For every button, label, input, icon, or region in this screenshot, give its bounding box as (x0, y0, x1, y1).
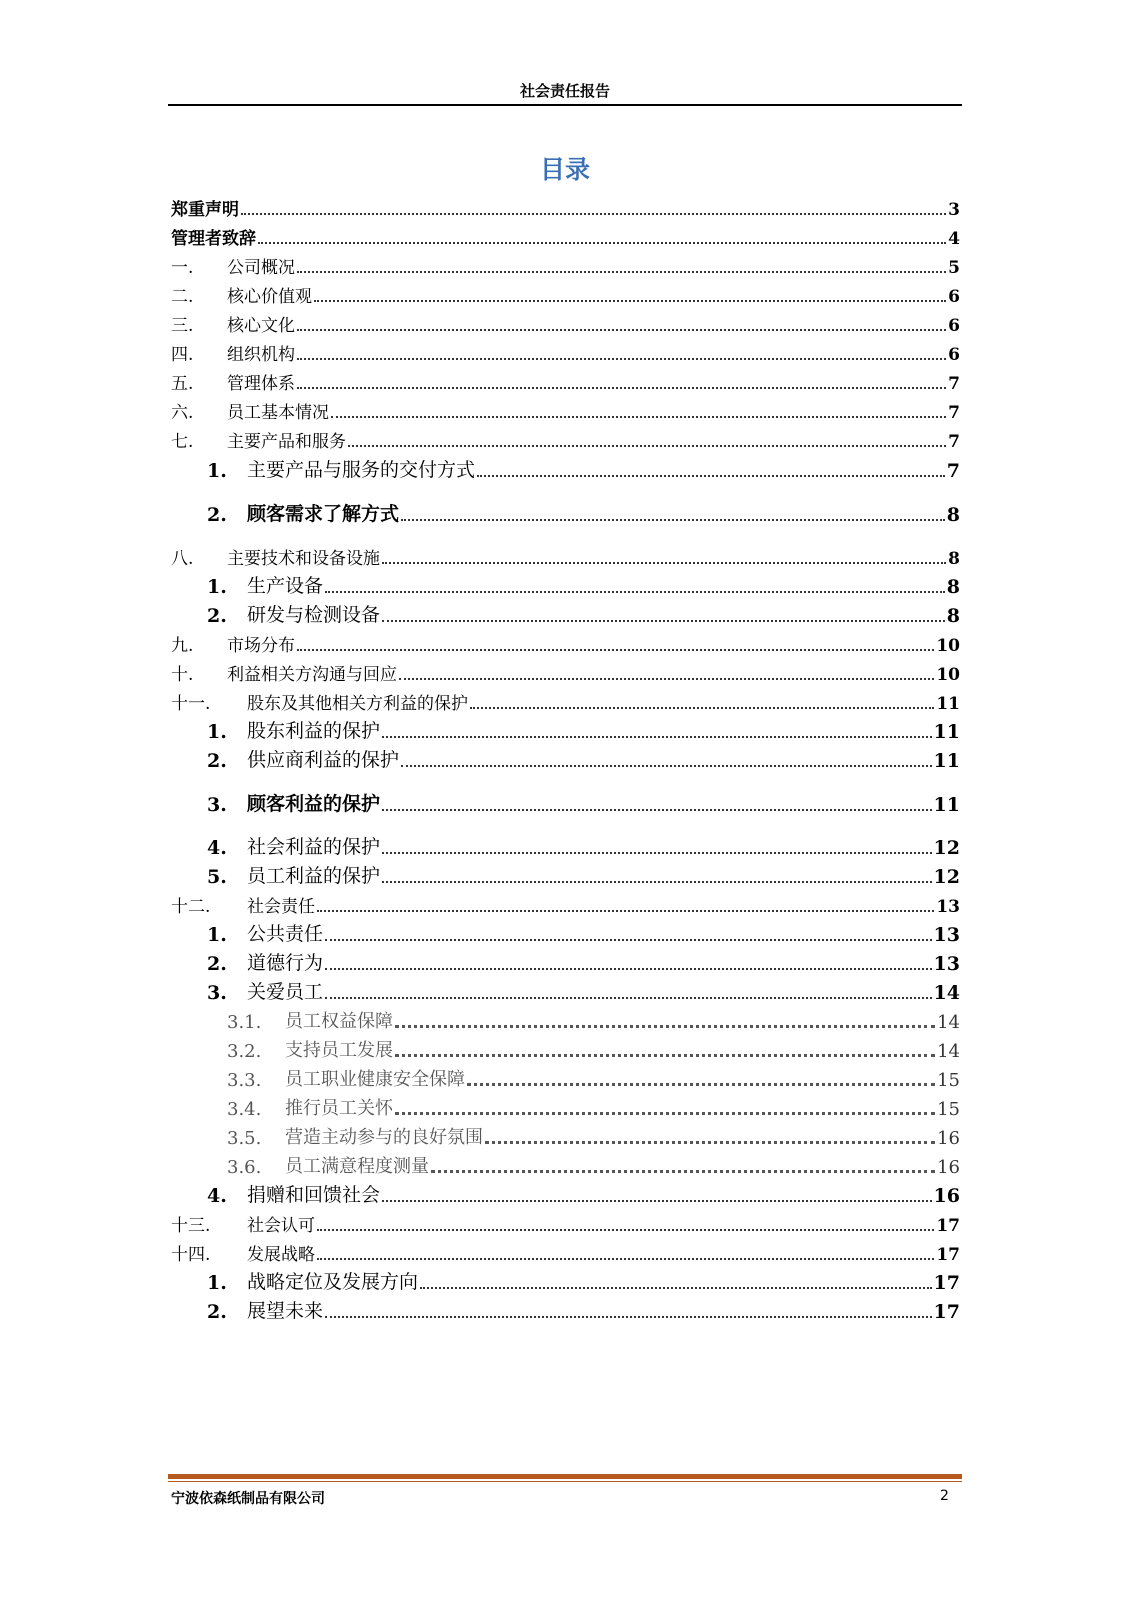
toc-dot-leader (348, 444, 946, 447)
toc-dot-leader (382, 851, 932, 854)
toc-entry-label: 管理体系 (227, 374, 295, 394)
toc-entry-page: 5 (948, 258, 960, 278)
toc-entry-number: 六. (171, 403, 194, 423)
toc-entry[interactable] (207, 792, 960, 816)
toc-entry-page: 7 (948, 374, 960, 394)
toc-entry-label: 股东及其他相关方利益的保护 (247, 694, 468, 714)
toc-entry[interactable] (207, 835, 960, 859)
toc-dot-leader (331, 415, 946, 418)
toc-entry-page: 4 (948, 229, 960, 249)
toc-entry-label: 关爱员工 (247, 981, 324, 1003)
toc-entry-label: 员工满意程度测量 (285, 1156, 429, 1177)
toc-dot-leader (420, 1286, 932, 1289)
toc-entry-label: 主要产品和服务 (227, 432, 346, 452)
toc-dot-leader (382, 735, 932, 738)
toc-entry[interactable] (171, 312, 960, 336)
toc-entry-label: 顾客需求了解方式 (247, 503, 400, 525)
toc-dot-leader (325, 967, 932, 970)
toc-entry-page: 6 (948, 345, 960, 365)
toc-dot-leader (241, 212, 946, 215)
toc-entry-label: 供应商利益的保护 (247, 749, 400, 771)
toc-entry-number: 1. (207, 721, 227, 743)
toc-entry[interactable] (171, 1212, 960, 1236)
toc-entry-page: 11 (933, 794, 960, 816)
toc-dot-leader (399, 677, 934, 680)
toc-dot-leader (325, 1315, 932, 1318)
toc-dot-leader (258, 241, 946, 244)
toc-entry-page: 13 (933, 953, 960, 975)
toc-entry[interactable] (227, 1067, 960, 1091)
toc-entry-page: 11 (933, 721, 960, 743)
toc-title: 目录 (539, 155, 590, 184)
toc-entry-number: 一. (171, 258, 194, 278)
toc-entry-page: 8 (946, 605, 960, 627)
toc-entry[interactable] (227, 1009, 960, 1033)
toc-entry-number: 3.6. (227, 1157, 262, 1178)
toc-entry[interactable] (207, 951, 960, 975)
toc-entry-page: 13 (936, 897, 960, 917)
toc-dot-leader (395, 1053, 935, 1057)
toc-entry-page: 8 (946, 504, 960, 526)
toc-entry-label: 员工职业健康安全保障 (285, 1069, 465, 1090)
toc-entry-number: 十三. (171, 1216, 211, 1236)
toc-entry-page: 17 (933, 1301, 960, 1323)
toc-dot-leader (382, 619, 945, 622)
toc-entry[interactable] (227, 1096, 960, 1120)
toc-entry-number: 七. (171, 432, 194, 452)
toc-entry-page: 15 (937, 1099, 960, 1120)
toc-entry-page: 17 (936, 1245, 960, 1265)
toc-entry-label: 公司概况 (227, 258, 295, 278)
toc-entry-number: 4. (207, 837, 227, 859)
toc-entry[interactable] (207, 719, 960, 743)
footer-divider-thick (168, 1474, 962, 1479)
toc-entry-number: 3. (207, 794, 227, 816)
toc-entry-page: 12 (933, 866, 960, 888)
toc-entry-page: 14 (933, 982, 960, 1004)
toc-entry[interactable] (171, 1241, 960, 1265)
toc-entry-label: 郑重声明 (171, 200, 239, 220)
toc-dot-leader (297, 648, 934, 651)
footer-page-number: 2 (940, 1488, 949, 1504)
toc-dot-leader (382, 561, 946, 564)
toc-entry-page: 10 (936, 636, 960, 656)
toc-entry-page: 13 (933, 924, 960, 946)
toc-dot-leader (317, 1257, 934, 1260)
toc-dot-leader (382, 1199, 932, 1202)
toc-entry-number: 1. (207, 1272, 227, 1294)
toc-entry-label: 研发与检测设备 (247, 604, 381, 626)
toc-entry-label: 社会责任 (247, 897, 315, 917)
toc-entry-label: 员工基本情况 (227, 403, 329, 423)
toc-entry-number: 2. (207, 750, 227, 772)
toc-entry-label: 营造主动参与的良好氛围 (285, 1127, 483, 1148)
toc-entry-label: 利益相关方沟通与回应 (227, 665, 397, 685)
toc-entry[interactable] (207, 922, 960, 946)
footer-divider-thin (168, 1481, 962, 1482)
toc-entry-page: 11 (933, 750, 960, 772)
toc-dot-leader (467, 1082, 935, 1086)
toc-dot-leader (382, 880, 932, 883)
toc-entry-label: 推行员工关怀 (285, 1098, 393, 1119)
toc-entry-number: 3.2. (227, 1041, 262, 1062)
toc-entry[interactable] (171, 196, 960, 220)
toc-entry-page: 17 (933, 1272, 960, 1294)
toc-entry-label: 社会认可 (247, 1216, 315, 1236)
toc-entry-number: 2. (207, 1301, 227, 1323)
toc-entry-label: 生产设备 (247, 575, 324, 597)
toc-entry-number: 3.4. (227, 1099, 262, 1120)
toc-entry[interactable] (171, 254, 960, 278)
toc-entry-label: 核心文化 (227, 316, 295, 336)
toc-dot-leader (395, 1111, 935, 1115)
toc-entry-label: 市场分布 (227, 636, 295, 656)
toc-entry-label: 道德行为 (247, 952, 324, 974)
toc-dot-leader (297, 386, 946, 389)
toc-dot-leader (317, 1228, 934, 1231)
toc-entry-number: 十. (171, 665, 194, 685)
toc-entry[interactable] (227, 1154, 960, 1178)
toc-entry-page: 7 (948, 432, 960, 452)
toc-entry-page: 7 (946, 460, 960, 482)
toc-dot-leader (431, 1169, 935, 1173)
toc-entry-page: 14 (937, 1012, 960, 1033)
toc-entry-number: 二. (171, 287, 194, 307)
toc-entry-number: 2. (207, 605, 227, 627)
toc-entry[interactable] (207, 603, 960, 627)
toc-entry-page: 10 (936, 665, 960, 685)
toc-entry[interactable] (171, 632, 960, 656)
toc-entry-number: 3.3. (227, 1070, 262, 1091)
toc-entry[interactable] (171, 661, 960, 685)
toc-entry[interactable] (207, 980, 960, 1004)
toc-entry-label: 社会利益的保护 (247, 836, 381, 858)
toc-entry-number: 3.1. (227, 1012, 262, 1033)
toc-entry-number: 1. (207, 460, 227, 482)
toc-entry-label: 公共责任 (247, 923, 324, 945)
toc-entry[interactable] (171, 545, 960, 569)
toc-entry-label: 主要产品与服务的交付方式 (247, 459, 476, 481)
toc-entry-label: 员工权益保障 (285, 1011, 393, 1032)
toc-entry[interactable] (171, 399, 960, 423)
toc-entry-number: 十四. (171, 1245, 211, 1265)
toc-entry-label: 顾客利益的保护 (247, 793, 381, 815)
toc-entry[interactable] (207, 458, 960, 482)
toc-dot-leader (325, 590, 945, 593)
toc-entry[interactable] (207, 1183, 960, 1207)
toc-entry-number: 2. (207, 504, 227, 526)
toc-entry[interactable] (171, 428, 960, 452)
toc-entry-label: 主要技术和设备设施 (227, 549, 380, 569)
toc-entry-page: 3 (948, 200, 960, 220)
toc-entry-label: 发展战略 (247, 1245, 315, 1265)
toc-entry[interactable] (227, 1125, 960, 1149)
toc-entry-page: 7 (948, 403, 960, 423)
toc-entry[interactable] (171, 690, 960, 714)
toc-entry-label: 战略定位及发展方向 (247, 1271, 419, 1293)
toc-entry-number: 十一. (171, 694, 211, 714)
toc-entry[interactable] (207, 864, 960, 888)
toc-entry-label: 管理者致辞 (171, 229, 256, 249)
toc-dot-leader (382, 808, 932, 811)
toc-entry-page: 15 (937, 1070, 960, 1091)
toc-entry-page: 16 (937, 1157, 960, 1178)
toc-entry-number: 三. (171, 316, 194, 336)
toc-entry-label: 组织机构 (227, 345, 295, 365)
toc-entry-page: 14 (937, 1041, 960, 1062)
toc-entry[interactable] (171, 370, 960, 394)
toc-entry-number: 5. (207, 866, 227, 888)
toc-entry-label: 捐赠和回馈社会 (247, 1184, 381, 1206)
toc-entry-page: 6 (948, 316, 960, 336)
toc-entry[interactable] (171, 225, 960, 249)
toc-dot-leader (401, 518, 945, 521)
toc-entry-number: 五. (171, 374, 194, 394)
toc-entry-number: 十二. (171, 897, 211, 917)
toc-entry[interactable] (171, 283, 960, 307)
toc-entry-page: 12 (933, 837, 960, 859)
toc-entry-page: 17 (936, 1216, 960, 1236)
toc-entry-label: 展望未来 (247, 1300, 324, 1322)
toc-entry-label: 股东利益的保护 (247, 720, 381, 742)
toc-entry[interactable] (207, 574, 960, 598)
toc-dot-leader (314, 299, 946, 302)
toc-entry-number: 4. (207, 1185, 227, 1207)
toc-entry-page: 11 (936, 694, 960, 714)
toc-dot-leader (297, 270, 946, 273)
toc-entry[interactable] (171, 893, 960, 917)
toc-entry[interactable] (207, 1270, 960, 1294)
toc-dot-leader (317, 909, 934, 912)
toc-dot-leader (297, 357, 946, 360)
toc-entry-page: 8 (948, 549, 960, 569)
footer-company-name: 宁波依森纸制品有限公司 (171, 1491, 325, 1507)
toc-entry[interactable] (227, 1038, 960, 1062)
toc-entry-label: 员工利益的保护 (247, 865, 381, 887)
toc-entry-page: 16 (933, 1185, 960, 1207)
toc-entry-page: 6 (948, 287, 960, 307)
toc-entry-number: 九. (171, 636, 194, 656)
toc-entry-number: 3.5. (227, 1128, 262, 1149)
toc-dot-leader (477, 474, 945, 477)
toc-entry-number: 八. (171, 549, 194, 569)
toc-entry-number: 2. (207, 953, 227, 975)
toc-entry-page: 16 (937, 1128, 960, 1149)
toc-entry[interactable] (207, 748, 960, 772)
toc-dot-leader (395, 1024, 935, 1028)
toc-dot-leader (470, 706, 934, 709)
toc-entry-number: 1. (207, 576, 227, 598)
toc-entry-page: 8 (946, 576, 960, 598)
toc-entry-number: 1. (207, 924, 227, 946)
toc-entry-label: 支持员工发展 (285, 1040, 393, 1061)
toc-dot-leader (485, 1140, 935, 1144)
toc-entry-number: 3. (207, 982, 227, 1004)
toc-dot-leader (401, 764, 932, 767)
toc-dot-leader (297, 328, 946, 331)
toc-entry-label: 核心价值观 (227, 287, 312, 307)
toc-entry[interactable] (207, 1299, 960, 1323)
toc-entry[interactable] (171, 341, 960, 365)
page-header-title: 社会责任报告 (519, 82, 610, 100)
toc-dot-leader (325, 996, 932, 999)
toc-entry-number: 四. (171, 345, 194, 365)
toc-entry[interactable] (207, 502, 960, 526)
toc-dot-leader (325, 938, 932, 941)
